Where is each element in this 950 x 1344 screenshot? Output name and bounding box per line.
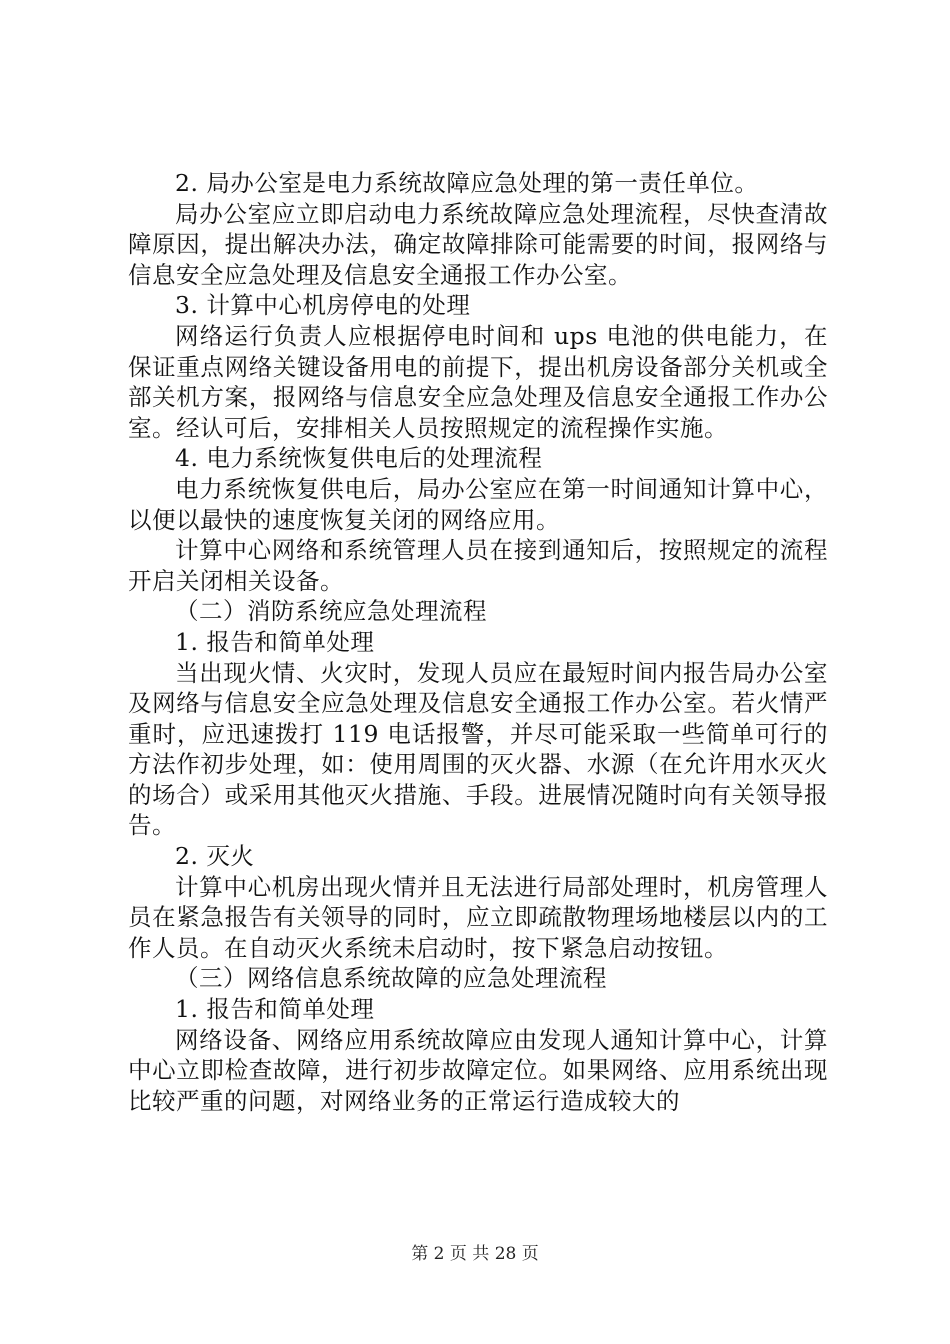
paragraph: 电力系统恢复供电后，局办公室应在第一时间通知计算中心，以便以最快的速度恢复关闭的网络应用。 (128, 474, 828, 534)
section-heading: 4. 电力系统恢复供电后的处理流程 (175, 444, 543, 473)
section-heading: 3. 计算中心机房停电的处理 (175, 291, 471, 320)
page-number-footer: 第 2 页 共 28 页 (411, 1244, 539, 1264)
paragraph: 局办公室应立即启动电力系统故障应急处理流程，尽快查清故障原因，提出解决办法，确定故障排除可能需要的时间，报网络与信息安全应急处理及信息安全通报工作办公室。 (128, 199, 828, 289)
section-heading: 2. 灭火 (175, 842, 255, 871)
paragraph: 计算中心机房出现火情并且无法进行局部处理时，机房管理人员在紧急报告有关领导的同时，应立即疏散物理场地楼层以内的工作人员。在自动灭火系统未启动时，按下紧急启动按钮。 (128, 872, 828, 962)
section-heading: 1. 报告和简单处理 (175, 627, 375, 656)
section-heading: 1. 报告和简单处理 (175, 995, 375, 1024)
paragraph: 计算中心网络和系统管理人员在接到通知后，按照规定的流程开启关闭相关设备。 (128, 536, 828, 595)
paragraph: 当出现火情、火灾时，发现人员应在最短时间内报告局办公室及网络与信息安全应急处理及信息安全通报工作办公室。若火情严重时，应迅速拨打 119 电话报警，并尽可能采取一些简单可行的方法作初步处理，如：使用周围的灭火器、水源（在允许用水灭火的场合）或采用其他灭火措施、手段。进展情况随时向有关领导报告。 (128, 658, 828, 840)
document-body (128, 168, 828, 1116)
paragraph: 2. 局办公室是电力系统故障应急处理的第一责任单位。 (175, 169, 759, 197)
section-heading: （二）消防系统应急处理流程 (175, 597, 487, 626)
section-heading: （三）网络信息系统故障的应急处理流程 (175, 964, 607, 993)
paragraph: 网络设备、网络应用系统故障应由发现人通知计算中心，计算中心立即检查故障，进行初步故障定位。如果网络、应用系统出现比较严重的问题，对网络业务的正常运行造成较大的 (128, 1025, 828, 1115)
paragraph: 网络运行负责人应根据停电时间和 ups 电池的供电能力，在保证重点网络关键设备用电的前提下，提出机房设备部分关机或全部关机方案，报网络与信息安全应急处理及信息安全通报工作办公室。经认可后，安排相关人员按照规定的流程操作实施。 (128, 321, 828, 442)
